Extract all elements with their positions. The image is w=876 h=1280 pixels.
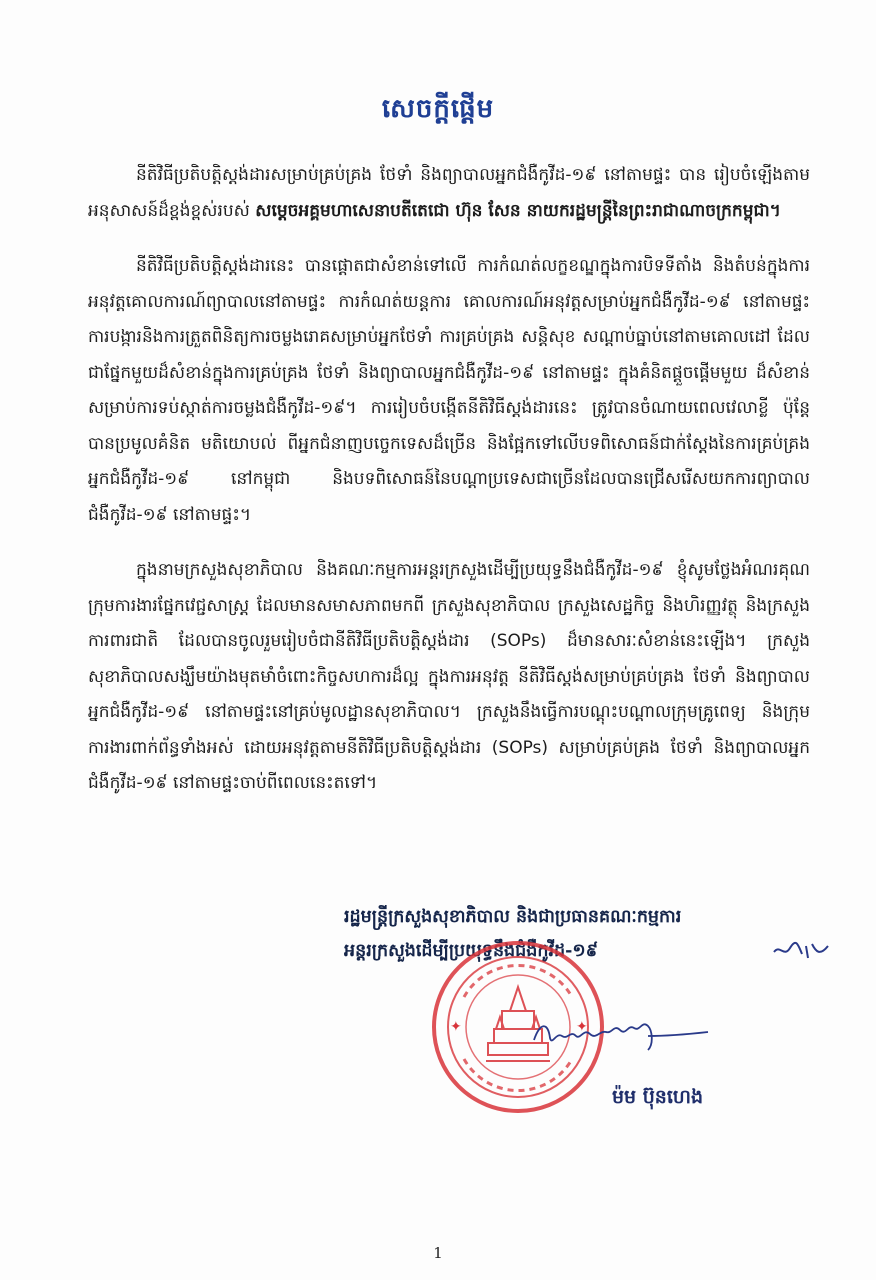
signer-name: ម៉ម ប៊ុនហេង bbox=[612, 1086, 704, 1108]
svg-text:✦: ✦ bbox=[450, 1019, 462, 1035]
paragraph-2 bbox=[88, 249, 810, 533]
document-body bbox=[88, 158, 810, 822]
paragraph-2-text: នីតិវិធីប្រតិបត្តិស្តង់ដារនេះ បានផ្ដោតជាសំខាន់ទៅលើ ការកំណត់លក្ខខណ្ឌក្នុងការបិទទីតាំង និងតំបន់ក្នុងការអនុវត្តគោលការណ៍ព្យាបាលនៅតាមផ្ទះ ការកំណត់យន្តការ គោលការណ៍អនុវត្តសម្រាប់អ្នកជំងឺកូវីដ-១៩ នៅតាមផ្ទះ ការបង្ការនិងការត្រួតពិនិត្យការចម្លងរោគសម្រាប់អ្នកថែទាំ ការគ្រប់គ្រង សន្តិសុខ សណ្ដាប់ធ្នាប់នៅតាមគោលដៅ ដែលជាផ្នែកមួយដ៏សំខាន់ក្នុងការគ្រប់គ្រង ថែទាំ និងព្យាបាលអ្នកជំងឺកូវីដ-១៩ នៅតាមផ្ទះ ក្នុងគំនិតផ្ដួចផ្ដើមមួយ ដ៏សំខាន់សម្រាប់ការទប់ស្កាត់ការចម្លងជំងឺកូវីដ-១៩។ ការរៀបចំបង្កើតនីតិវិធីស្តង់ដារនេះ ត្រូវបានចំណាយពេលវេលាខ្លី ប៉ុន្តែបានប្រមូលគំនិត មតិយោបល់ ពីអ្នកជំនាញបច្ចេកទេសដ៏ច្រើន និងផ្អែកទៅលើបទពិសោធន៍ជាក់ស្ដែងនៃការគ្រប់គ្រងអ្នកជំងឺកូវីដ-១៩ នៅកម្ពុជា និងបទពិសោធន៍នៃបណ្ដាប្រទេសជាច្រើនដែលបានជ្រើសរើសយកការព្យាបាលជំងឺកូវីដ-១៩ នៅតាមផ្ទះ។ bbox=[88, 256, 810, 525]
handwritten-mark-icon bbox=[772, 938, 832, 964]
paragraph-1-text: នីតិវិធីប្រតិបត្តិស្តង់ដារសម្រាប់គ្រប់គ្រង ថែទាំ និងព្យាបាលអ្នកជំងឺកូវីដ-១៩ នៅតាមផ្ទះ បាន រៀបចំឡើងតាមអនុសាសន៍ដ៏ខ្ពង់ខ្ពស់របស់ bbox=[88, 165, 810, 221]
paragraph-3-text: ក្នុងនាមក្រសួងសុខាភិបាល និងគណៈកម្មការអន្តរក្រសួងដើម្បីប្រយុទ្ធនឹងជំងឺកូវីដ-១៩ ខ្ញុំសូមថ្លែងអំណរគុណក្រុមការងារផ្នែកវេជ្ជសាស្ត្រ ដែលមានសមាសភាពមកពី ក្រសួងសុខាភិបាល ក្រសួងសេដ្ឋកិច្ច និងហិរញ្ញវត្ថុ និងក្រសួងការពារជាតិ ដែលបានចូលរួមរៀបចំជានីតិវិធីប្រតិបត្តិស្តង់ដារ (SOPs) ដ៏មានសារៈសំខាន់នេះឡើង។ ក្រសួងសុខាភិបាលសង្ឃឹមយ៉ាងមុតមាំចំពោះកិច្ចសហការដ៏ល្អ ក្នុងការអនុវត្ត នីតិវិធីស្តង់សម្រាប់គ្រប់គ្រង ថែទាំ និងព្យាបាលអ្នកជំងឺកូវីដ-១៩ នៅតាមផ្ទះនៅគ្រប់មូលដ្ឋានសុខាភិបាល។ ក្រសួងនឹងធ្វើការបណ្ដុះបណ្ដាលក្រុមគ្រូពេទ្យ និងក្រុមការងារពាក់ព័ន្ធទាំងអស់ ដោយអនុវត្តតាមនីតិវិធីប្រតិបត្តិស្តង់ដារ (SOPs) សម្រាប់គ្រប់គ្រង ថែទាំ និងព្យាបាលអ្នកជំងឺកូវីដ-១៩ នៅតាមផ្ទះចាប់ពីពេលនេះតទៅ។ bbox=[88, 560, 810, 793]
signature-title-line-1: រដ្ឋមន្ត្រីក្រសួងសុខាភិបាល និងជាប្រធានគណៈកម្មការ bbox=[344, 907, 682, 927]
page-number: 1 bbox=[433, 1244, 443, 1262]
document-title: សេចក្ដីផ្ដើម bbox=[381, 94, 495, 124]
paragraph-3 bbox=[88, 553, 810, 802]
svg-text:✦: ✦ bbox=[576, 1019, 588, 1035]
paragraph-1-bold: សម្ដេចអគ្គមហាសេនាបតីតេជោ ហ៊ុន សែន នាយករដ្ឋមន្ត្រីនៃព្រះរាជាណាចក្រកម្ពុជា។ bbox=[255, 200, 781, 221]
handwritten-signature-icon bbox=[530, 1010, 710, 1060]
paragraph-1 bbox=[88, 158, 810, 229]
signature-title-line-2: អន្តរក្រសួងដើម្បីប្រយុទ្ធនឹងជំងឺកូវីដ-១៩ bbox=[344, 941, 599, 961]
